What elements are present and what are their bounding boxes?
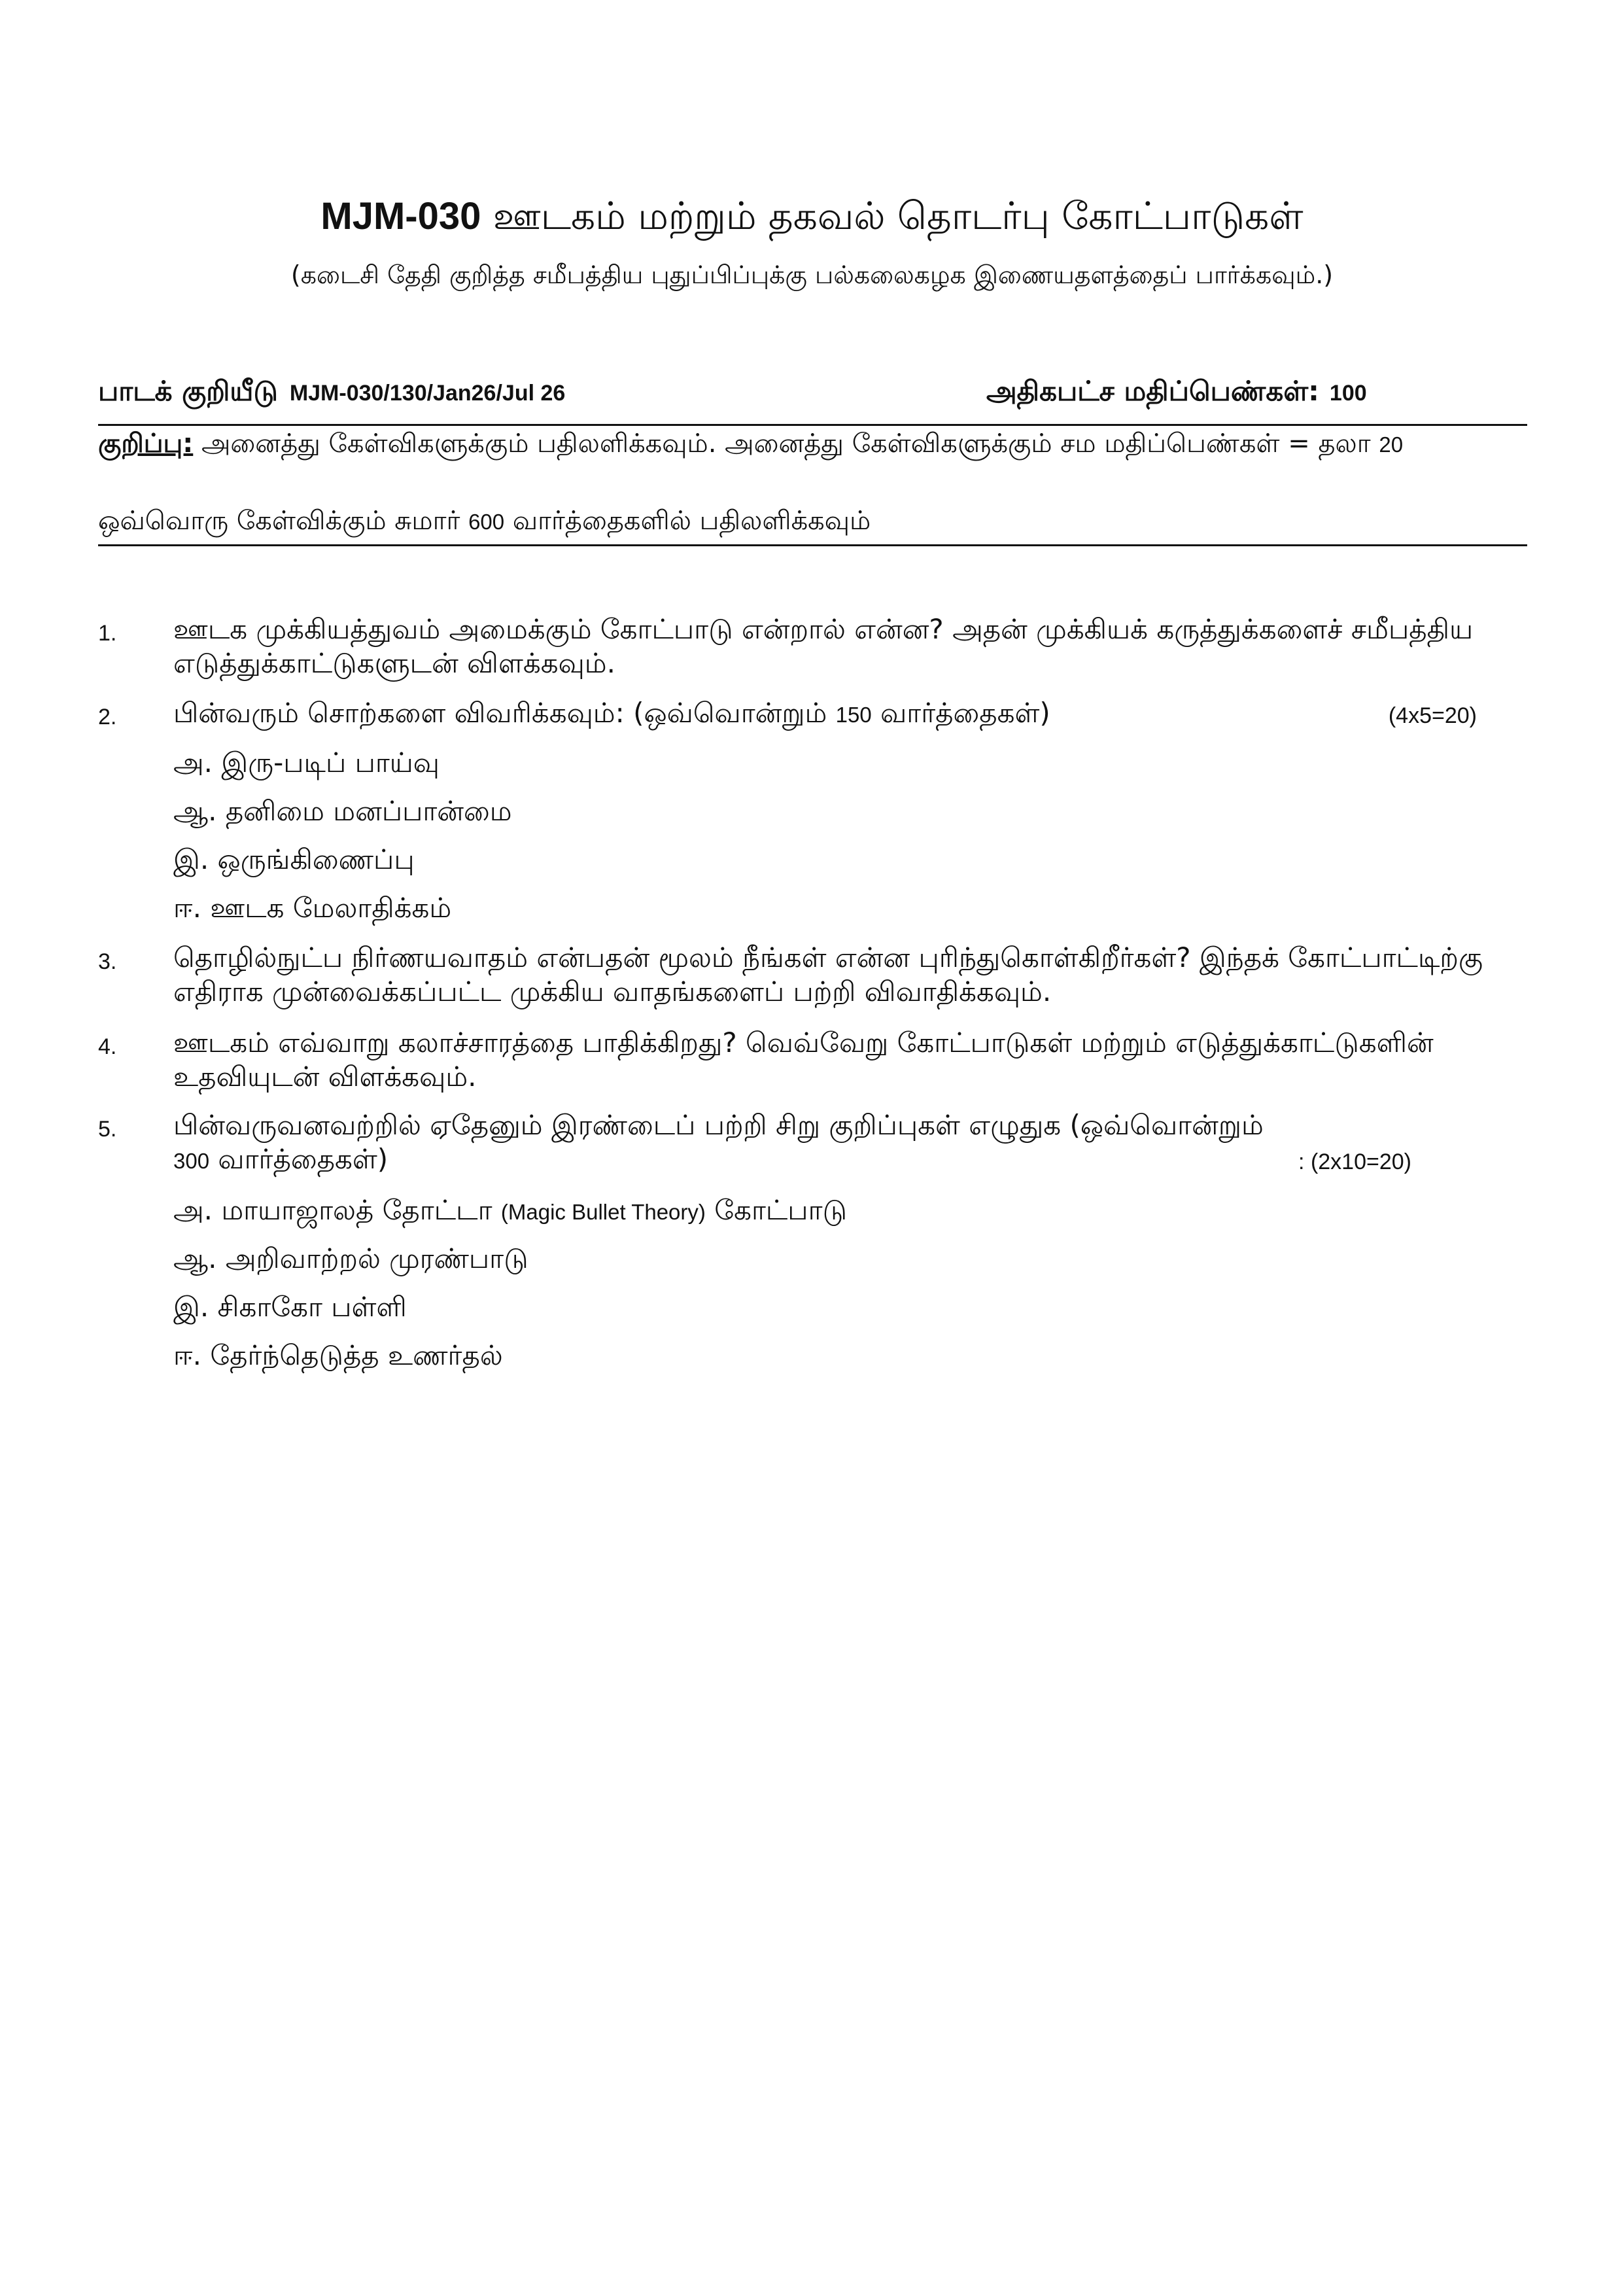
note-line-2-text-b: வார்த்தைகளில் பதிலளிக்கவும் bbox=[504, 506, 871, 536]
note-line-1 bbox=[98, 427, 1406, 462]
top-divider bbox=[98, 424, 1527, 426]
course-code: MJM-030 bbox=[320, 195, 481, 237]
subpart-text: அ. மாயாஜாலத் தோட்டா bbox=[173, 1194, 501, 1226]
question-5-subpart-d: ஈ. தேர்ந்தெடுத்த உணர்தல் bbox=[173, 1339, 503, 1371]
question-5-subpart-c: இ. சிகாகோ பள்ளி bbox=[173, 1291, 407, 1323]
note-line-2 bbox=[98, 504, 1406, 539]
subpart-english: (Magic Bullet Theory) bbox=[500, 1200, 706, 1224]
question-number: 1. bbox=[98, 621, 117, 646]
course-code-label: பாடக் குறியீடு bbox=[98, 375, 278, 407]
max-marks-value: 100 bbox=[1329, 381, 1367, 406]
note-number: 20 bbox=[1379, 432, 1404, 457]
question-2-subpart-a: அ. இரு-படிப் பாய்வு bbox=[173, 746, 440, 779]
course-code-row bbox=[98, 372, 565, 413]
question-number: 5. bbox=[98, 1117, 117, 1142]
question-number: 2. bbox=[98, 705, 117, 729]
max-marks-label: அதிகபட்ச மதிப்பெண்கள்: bbox=[986, 375, 1319, 407]
note-word-count: 600 bbox=[468, 510, 505, 534]
question-text: தொழில்நுட்ப நிர்ணயவாதம் என்பதன் மூலம் நீங்கள் என்ன புரிந்துகொள்கிறீர்கள்? இந்தக் கோட்பாட்டிற்கு எதிராக முன்வைக்கப்பட்ட முக்கிய வாதங்களைப் பற்றி விவாதிக்கவும். bbox=[173, 941, 1483, 1007]
course-title: ஊடகம் மற்றும் தகவல் தொடர்பு கோட்பாடுகள் bbox=[492, 194, 1304, 238]
question-text: ஊடக முக்கியத்துவம் அமைக்கும் கோட்பாடு என்றால் என்ன? அதன் முக்கியக் கருத்துக்களைச் சமீபத்திய எடுத்துக்காட்டுகளுடன் விளக்கவும். bbox=[173, 613, 1474, 679]
question-5-marks: : (2x10=20) bbox=[1298, 1149, 1411, 1174]
question-2-subpart-c: இ. ஒருங்கிணைப்பு bbox=[173, 843, 415, 875]
question-word-count: 150 bbox=[835, 703, 872, 727]
question-text: ஊடகம் எவ்வாறு கலாச்சாரத்தை பாதிக்கிறது? வெவ்வேறு கோட்பாடுகள் மற்றும் எடுத்துக்காட்டுகளின் உதவியுடன் விளக்கவும். bbox=[173, 1026, 1434, 1093]
question-text-part: பின்வரும் சொற்களை விவரிக்கவும்: (ஒவ்வொன்றும் bbox=[173, 697, 836, 729]
page-title bbox=[0, 190, 1624, 243]
question-word-count: 300 bbox=[173, 1149, 210, 1173]
course-code-value: MJM-030/130/Jan26/Jul 26 bbox=[289, 381, 566, 406]
bottom-divider bbox=[98, 544, 1527, 546]
question-text-part: வார்த்தைகள்) bbox=[871, 697, 1050, 729]
max-marks-row bbox=[986, 372, 1367, 413]
question-text bbox=[173, 696, 1514, 732]
subpart-text: கோட்பாடு bbox=[705, 1194, 847, 1226]
note-label: குறிப்பு: bbox=[98, 429, 194, 459]
question-text: பின்வருவனவற்றில் ஏதேனும் இரண்டைப் பற்றி சிறு குறிப்புகள் எழுதுக (ஒவ்வொன்றும் bbox=[173, 1109, 1264, 1141]
question-5-subpart-a bbox=[173, 1191, 847, 1232]
note-line-2-text-a: ஒவ்வொரு கேள்விக்கும் சுமார் bbox=[98, 506, 469, 536]
question-2-subpart-b: ஆ. தனிமை மனப்பான்மை bbox=[173, 795, 512, 827]
question-5-subpart-b: ஆ. அறிவாற்றல் முரண்பாடு bbox=[173, 1242, 528, 1274]
question-marks: (4x5=20) bbox=[1388, 703, 1477, 728]
note-text: அனைத்து கேள்விகளுக்கும் பதிலளிக்கவும். அனைத்து கேள்விகளுக்கும் சம மதிப்பெண்கள் = தலா bbox=[193, 429, 1379, 459]
page-subtitle: (கடைசி தேதி குறித்த சமீபத்திய புதுப்பிப்புக்கு பல்கலைகழக இணையதளத்தைப் பார்க்கவும்.) bbox=[290, 260, 1334, 289]
question-text-part: வார்த்தைகள்) bbox=[209, 1143, 389, 1175]
question-2-subpart-d: ஈ. ஊடக மேலாதிக்கம் bbox=[173, 892, 452, 924]
question-number: 3. bbox=[98, 949, 117, 974]
question-5-line-2 bbox=[173, 1142, 388, 1178]
question-number: 4. bbox=[98, 1034, 117, 1059]
